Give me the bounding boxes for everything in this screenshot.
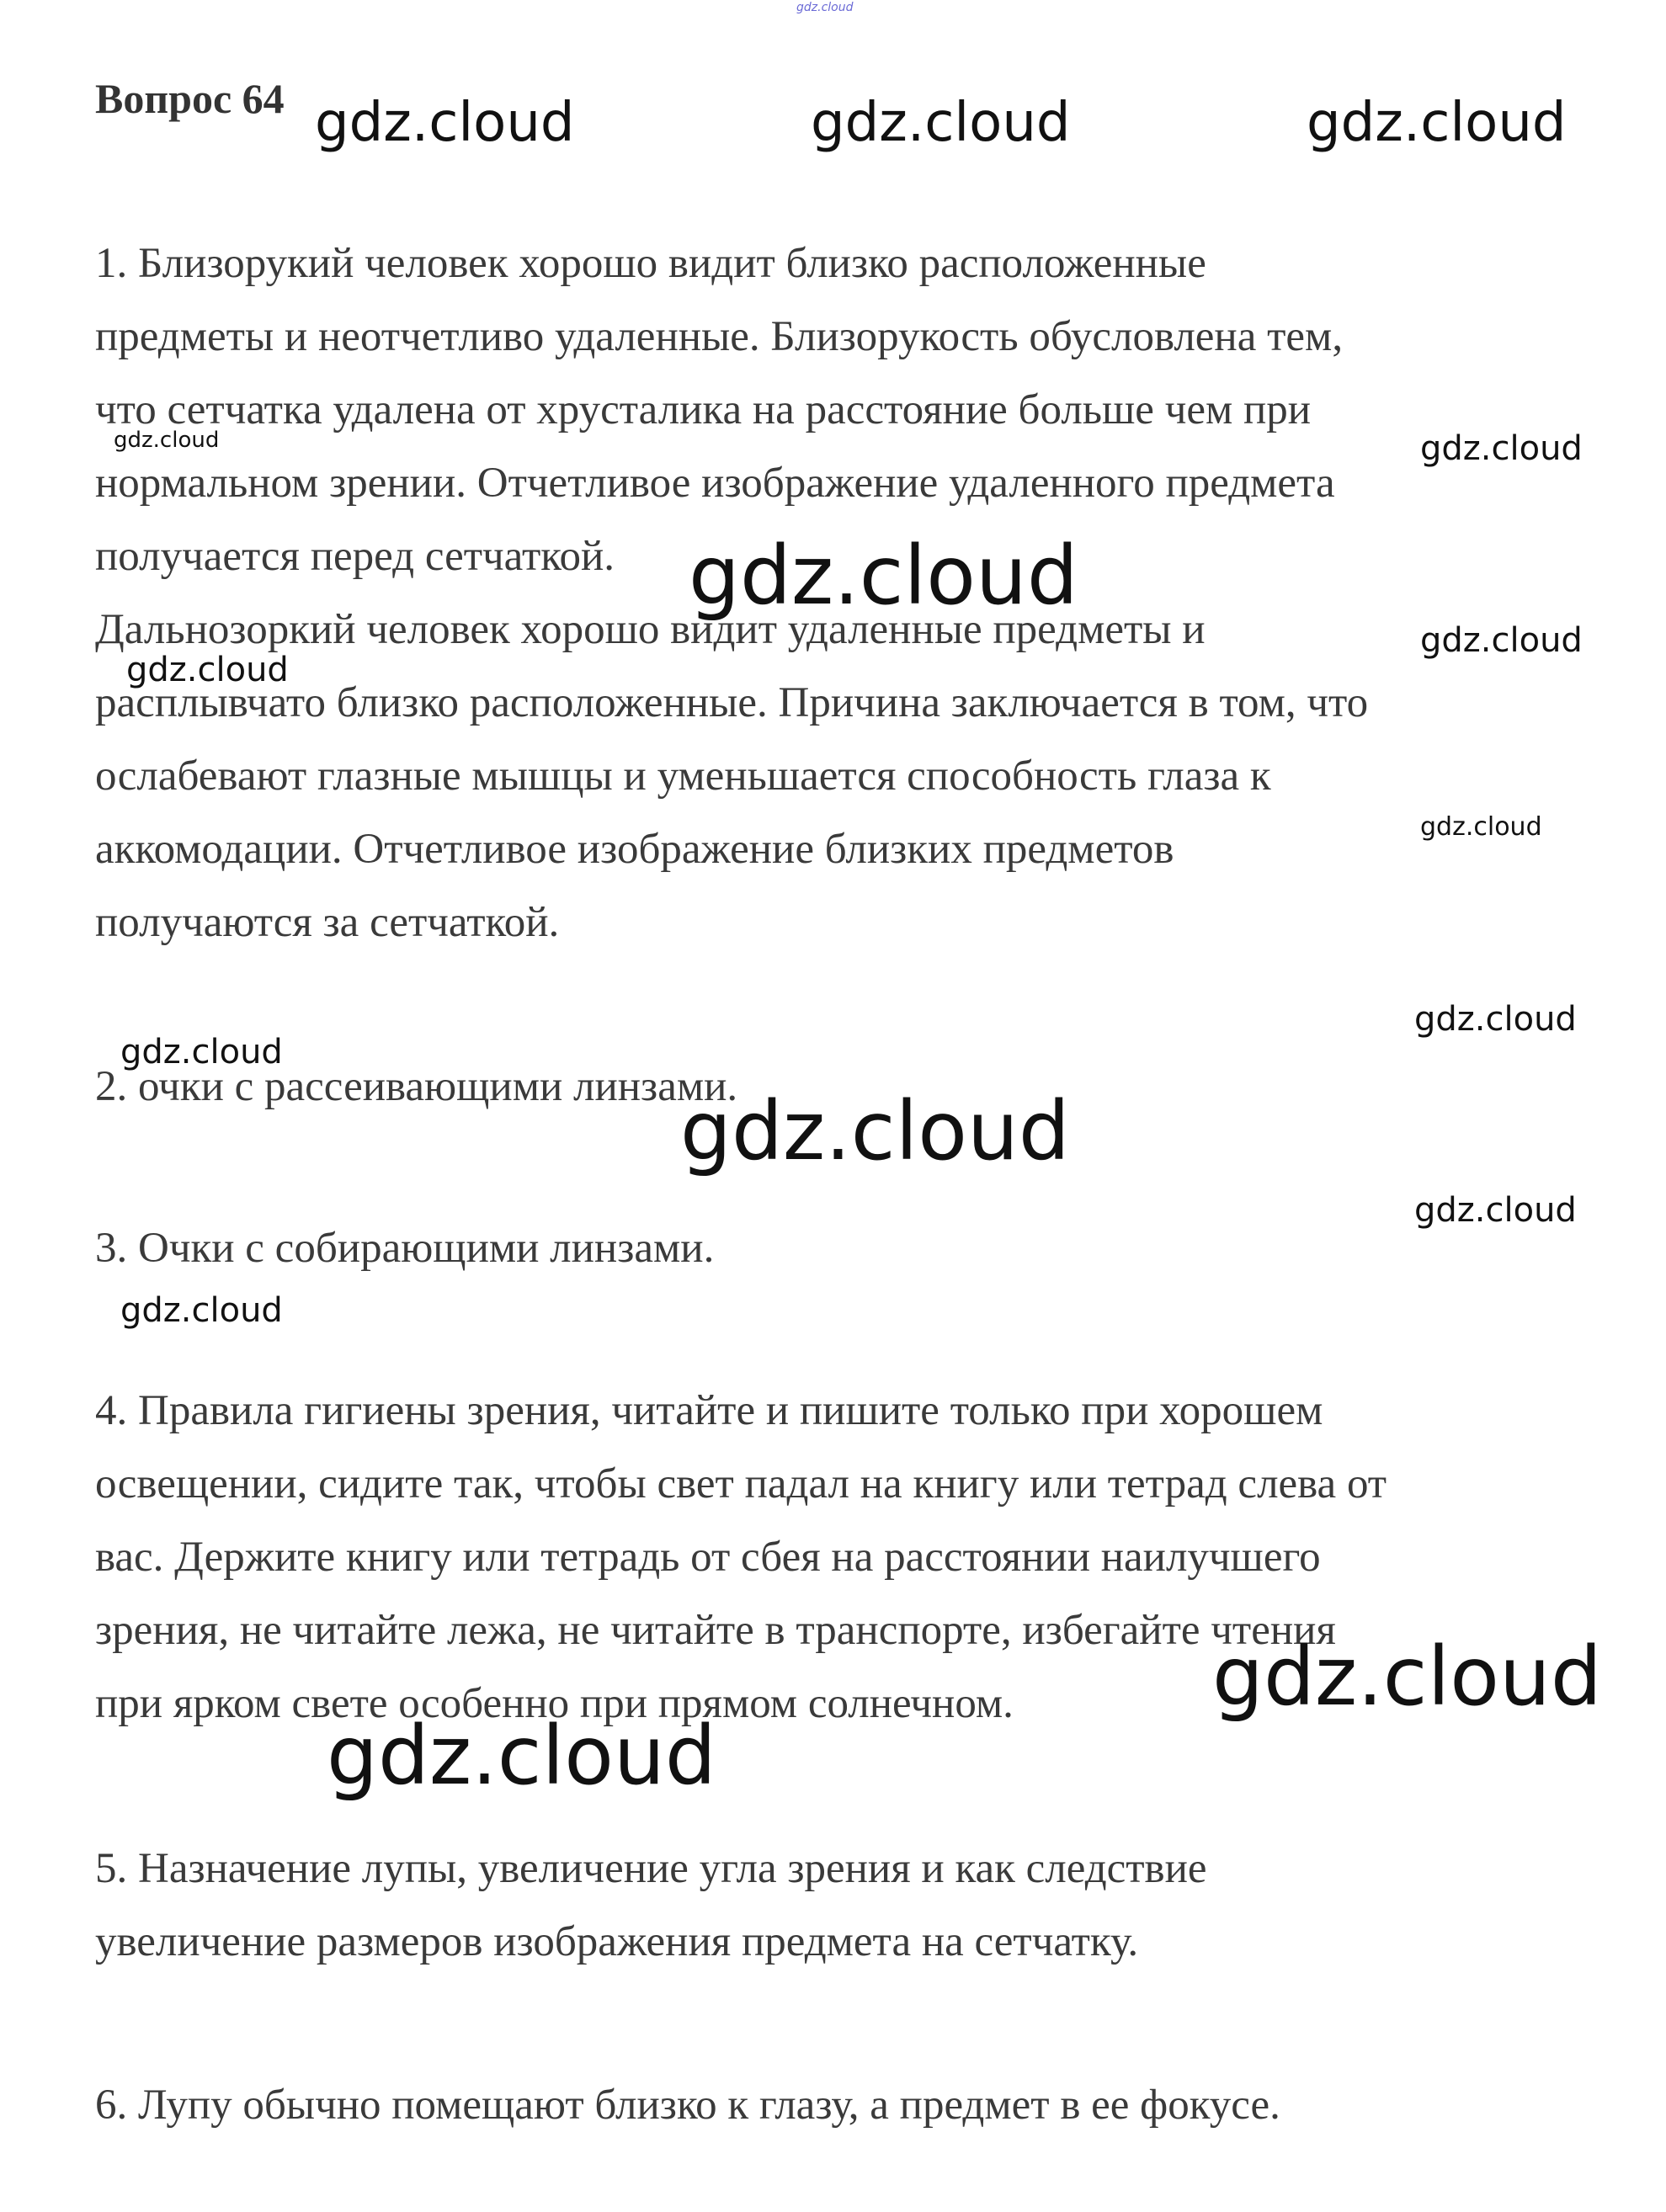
answer-1-line: ослабевают глазные мышцы и уменьшается способность глаза к [95, 752, 1271, 800]
watermark: gdz.cloud [315, 92, 575, 154]
answer-1-line: получается перед сетчаткой. [95, 533, 615, 580]
watermark: gdz.cloud [811, 92, 1071, 154]
answer-3 [95, 1212, 1577, 1285]
answer-6 [95, 2069, 1577, 2142]
answer-1-line: нормальном зрении. Отчетливое изображение удаленного предмета [95, 460, 1335, 507]
answer-1-line: аккомодации. Отчетливое изображение близких предметов [95, 826, 1174, 873]
watermark: gdz.cloud [1414, 1191, 1577, 1230]
answer-3-line: 3. Очки с собирающими линзами. [95, 1225, 715, 1272]
answer-4-line: при ярком свете особенно при прямом солнечном. [95, 1680, 1014, 1727]
watermark: gdz.cloud [1212, 1630, 1602, 1724]
watermark: gdz.cloud [1420, 812, 1542, 842]
answer-2-line: 2. очки с рассеивающими линзами. [95, 1063, 738, 1110]
answer-6-line: 6. Лупу обычно помещают близко к глазу, а предмет в ее фокусе. [95, 2082, 1280, 2129]
answer-1-line: предметы и неотчетливо удаленные. Близорукость обусловлена тем, [95, 313, 1344, 360]
watermark: gdz.cloud [1414, 1000, 1577, 1039]
watermark: gdz.cloud [1420, 429, 1583, 468]
answer-1-line: 1. Близорукий человек хорошо видит близко расположенные [95, 240, 1206, 287]
answer-5 [95, 1832, 1577, 1979]
watermark: gdz.cloud [114, 428, 220, 453]
answer-1-line: расплывчато близко расположенные. Причина заключается в том, что [95, 679, 1369, 726]
answer-4-line: освещении, сидите так, чтобы свет падал на книгу или тетрад слева от [95, 1460, 1387, 1507]
answer-4-line: 4. Правила гигиены зрения, читайте и пишите только при хорошем [95, 1387, 1323, 1434]
answer-5-line: увеличение размеров изображения предмета на сетчатку. [95, 1918, 1139, 1965]
answer-4-line: зрения, не читайте лежа, не читайте в транспорте, избегайте чтения [95, 1607, 1336, 1654]
answer-5-line: 5. Назначение лупы, увеличение угла зрения и как следствие [95, 1845, 1207, 1892]
watermark: gdz.cloud [126, 651, 289, 689]
page-title: Вопрос 64 [95, 75, 285, 122]
watermark: gdz.cloud [327, 1709, 716, 1803]
watermark: gdz.cloud [120, 1033, 283, 1071]
watermark: gdz.cloud [680, 1084, 1070, 1178]
watermark: gdz.cloud [1420, 621, 1583, 660]
answer-1-line: что сетчатка удалена от хрусталика на расстояние больше чем при [95, 386, 1312, 433]
watermark: gdz.cloud [1307, 92, 1567, 154]
answer-4-line: вас. Держите книгу или тетрадь от сбея на расстоянии наилучшего [95, 1534, 1321, 1581]
answer-1-line: получаются за сетчаткой. [95, 899, 560, 946]
watermark: gdz.cloud [689, 529, 1078, 623]
header-watermark: gdz.cloud [796, 1, 854, 14]
answer-1-line: Дальнозоркий человек хорошо видит удаленные предметы и [95, 606, 1206, 653]
watermark: gdz.cloud [120, 1291, 283, 1330]
